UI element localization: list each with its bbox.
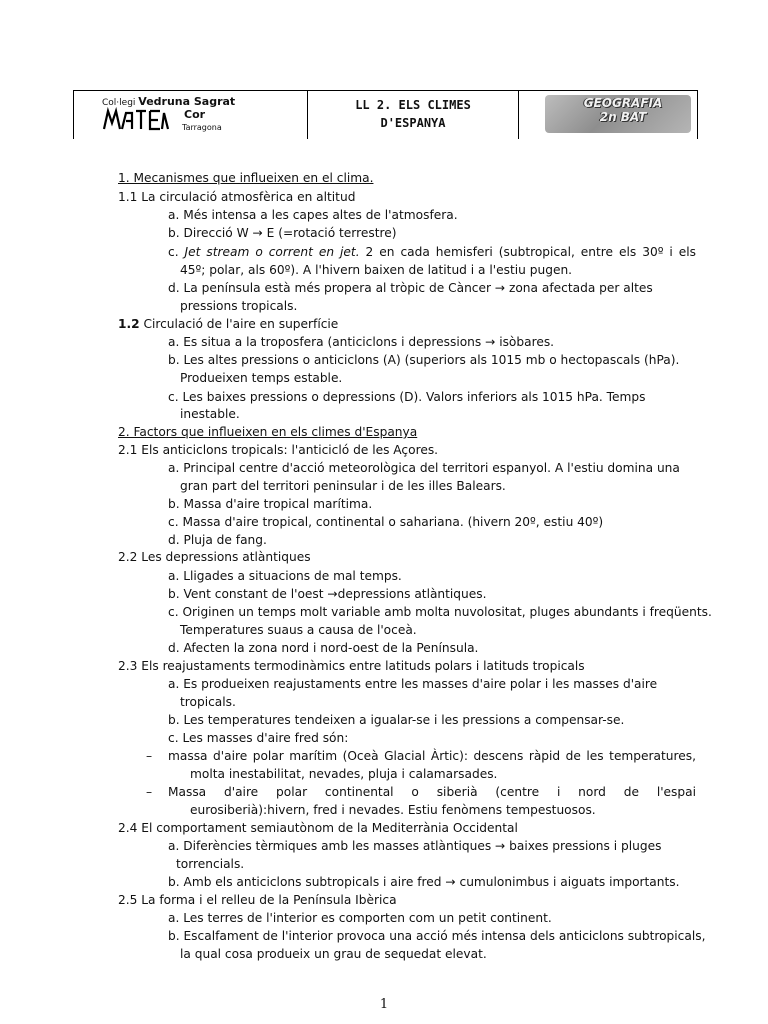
line-text: c. Originen un temps molt variable amb molta nuvolositat, pluges abundants i freqüents. — [168, 605, 712, 619]
text-line — [118, 658, 585, 674]
line-text: a. Es situa a la troposfera (anticiclons i depressions → isòbares. — [168, 335, 555, 349]
text-line — [190, 802, 596, 818]
text-line — [180, 694, 236, 710]
title-line-1: LL 2. ELS CLIMES — [355, 98, 471, 112]
subject-badge — [519, 91, 697, 139]
line-text: gran part del territori peninsular i de les illes Balears. — [180, 479, 506, 493]
document-title — [308, 91, 519, 140]
bullet-dash: – — [146, 749, 153, 763]
line-text: Massa d'aire polar continental o siberià (centre i nord de l'espai — [168, 785, 696, 799]
text-line — [168, 352, 679, 368]
line-text: 2.1 Els anticiclons tropicals: l'anticicló de les Açores. — [118, 443, 439, 457]
text-line — [168, 280, 653, 296]
text-line — [168, 838, 661, 854]
text-line — [146, 748, 696, 764]
school-city: Tarragona — [182, 123, 222, 132]
school-line2: Cor — [184, 108, 206, 121]
line-text: a. Principal centre d'acció meteorològica del territori espanyol. A l'estiu domina una — [168, 461, 680, 475]
text-line — [176, 856, 244, 872]
text-line — [168, 928, 705, 944]
text-line — [168, 514, 603, 530]
line-text: b. Direcció W → E (=rotació terrestre) — [168, 226, 397, 240]
text-line — [190, 766, 497, 782]
line-text: a. Lligades a situacions de mal temps. — [168, 569, 402, 583]
text-line — [180, 478, 506, 494]
text-line — [168, 676, 657, 692]
text-line — [118, 549, 311, 565]
line-text: d. Afecten la zona nord i nord-oest de la Península. — [168, 641, 479, 655]
section-heading: 1. Mecanismes que influeixen en el clima. — [118, 171, 374, 185]
text-line — [146, 784, 696, 800]
line-text: b. Vent constant de l'oest →depressions atlàntiques. — [168, 587, 487, 601]
subject-title: GEOGRAFIA — [583, 96, 663, 110]
line-text: tropicals. — [180, 695, 236, 709]
line-text: Circulació de l'aire en superfície — [139, 317, 339, 331]
line-text: torrencials. — [176, 857, 245, 871]
school-logo — [74, 91, 307, 139]
text-line — [118, 316, 338, 332]
line-text: pressions tropicals. — [180, 299, 298, 313]
section-number: 1.2 — [118, 317, 140, 331]
text-line — [118, 892, 397, 908]
text-line — [168, 532, 267, 548]
text-line — [168, 225, 396, 241]
title-line-2: D'ESPANYA — [380, 116, 446, 130]
text-line — [168, 640, 478, 656]
line-text: b. Les altes pressions o anticiclons (A) (superiors als 1015 mb o hectopascals (hPa). — [168, 353, 680, 367]
text-line — [180, 298, 297, 314]
line-text: c. — [168, 245, 179, 259]
text-line — [180, 370, 342, 386]
line-text: 2.2 Les depressions atlàntiques — [118, 550, 311, 564]
school-name: Vedruna Sagrat — [138, 95, 236, 108]
italic-term: Jet stream o corrent en jet. — [184, 245, 360, 259]
text-line — [168, 874, 680, 890]
line-text: b. Massa d'aire tropical marítima. — [168, 497, 373, 511]
text-line — [168, 712, 624, 728]
page-number: 1 — [379, 997, 389, 1012]
line-text: a. Diferències tèrmiques amb les masses atlàntiques → baixes pressions i pluges — [168, 839, 662, 853]
line-text: massa d'aire polar marítim (Oceà Glacial Àrtic): descens ràpid de les temperatures, — [168, 749, 696, 763]
line-text: molta inestabilitat, nevades, pluja i calamarsades. — [190, 767, 498, 781]
school-logo-cell — [74, 91, 308, 140]
line-text: Produeixen temps estable. — [180, 371, 343, 385]
text-line — [118, 170, 373, 186]
text-line — [168, 568, 402, 584]
document-header — [73, 90, 698, 139]
line-text: 2.3 Els reajustaments termodinàmics entre latituds polars i latituds tropicals — [118, 659, 585, 673]
text-line — [168, 496, 372, 512]
text-line — [168, 910, 552, 926]
line-text: Temperatures suaus a causa de l'oceà. — [180, 623, 417, 637]
line-text: 2.5 La forma i el relleu de la Península Ibèrica — [118, 893, 397, 907]
line-text: d. La península està més propera al tròpic de Càncer → zona afectada per altes — [168, 281, 653, 295]
line-text: c. Massa d'aire tropical, continental o sahariana. (hivern 20º, estiu 40º) — [168, 515, 604, 529]
text-line — [180, 622, 417, 638]
subject-course: 2n BAT — [599, 110, 647, 124]
section-heading: 2. Factors que influeixen en els climes d'Espanya — [118, 425, 418, 439]
text-line — [168, 604, 712, 620]
text-line — [168, 334, 554, 350]
line-text: b. Escalfament de l'interior provoca una acció més intensa dels anticiclons subtropicals, — [168, 929, 706, 943]
subject-cell — [519, 91, 698, 140]
line-text-continued: 2 en cada hemisferi (subtropical, entre els 30º i els — [359, 245, 696, 259]
school-emblem-icon — [102, 107, 170, 131]
text-line — [168, 207, 458, 223]
line-text: c. Les masses d'aire fred són: — [168, 731, 349, 745]
text-line — [118, 189, 355, 205]
line-text: c. Les baixes pressions o depressions (D). Valors inferiors als 1015 hPa. Temps — [168, 390, 646, 404]
bullet-dash: – — [146, 785, 153, 799]
line-text: a. Es produeixen reajustaments entre les masses d'aire polar i les masses d'aire — [168, 677, 658, 691]
text-line — [168, 730, 348, 746]
text-line — [168, 586, 487, 602]
line-text: 1.1 La circulació atmosfèrica en altitud — [118, 190, 356, 204]
text-line — [118, 424, 417, 440]
text-line — [180, 946, 487, 962]
line-text: la qual cosa produeix un grau de sequedat elevat. — [180, 947, 487, 961]
line-text: eurosiberià):hivern, fred i nevades. Estiu fenòmens tempestuosos. — [190, 803, 596, 817]
line-text: d. Pluja de fang. — [168, 533, 267, 547]
text-line — [180, 406, 240, 422]
text-line — [180, 262, 572, 278]
text-line — [168, 389, 646, 405]
line-text: a. Més intensa a les capes altes de l'atmosfera. — [168, 208, 458, 222]
text-line — [118, 820, 518, 836]
line-text: 2.4 El comportament semiautònom de la Mediterrània Occidental — [118, 821, 518, 835]
line-text: b. Amb els anticiclons subtropicals i aire fred → cumulonimbus i aiguats importants. — [168, 875, 680, 889]
text-line — [118, 442, 438, 458]
line-text: b. Les temperatures tendeixen a igualar-se i les pressions a compensar-se. — [168, 713, 625, 727]
school-prefix: Col·legi — [102, 98, 136, 108]
line-text: inestable. — [180, 407, 240, 421]
line-text: 45º; polar, als 60º). A l'hivern baixen de latitud i a l'estiu pugen. — [180, 263, 573, 277]
text-line — [168, 244, 696, 260]
text-line — [168, 460, 680, 476]
line-text: a. Les terres de l'interior es comporten com un petit continent. — [168, 911, 552, 925]
